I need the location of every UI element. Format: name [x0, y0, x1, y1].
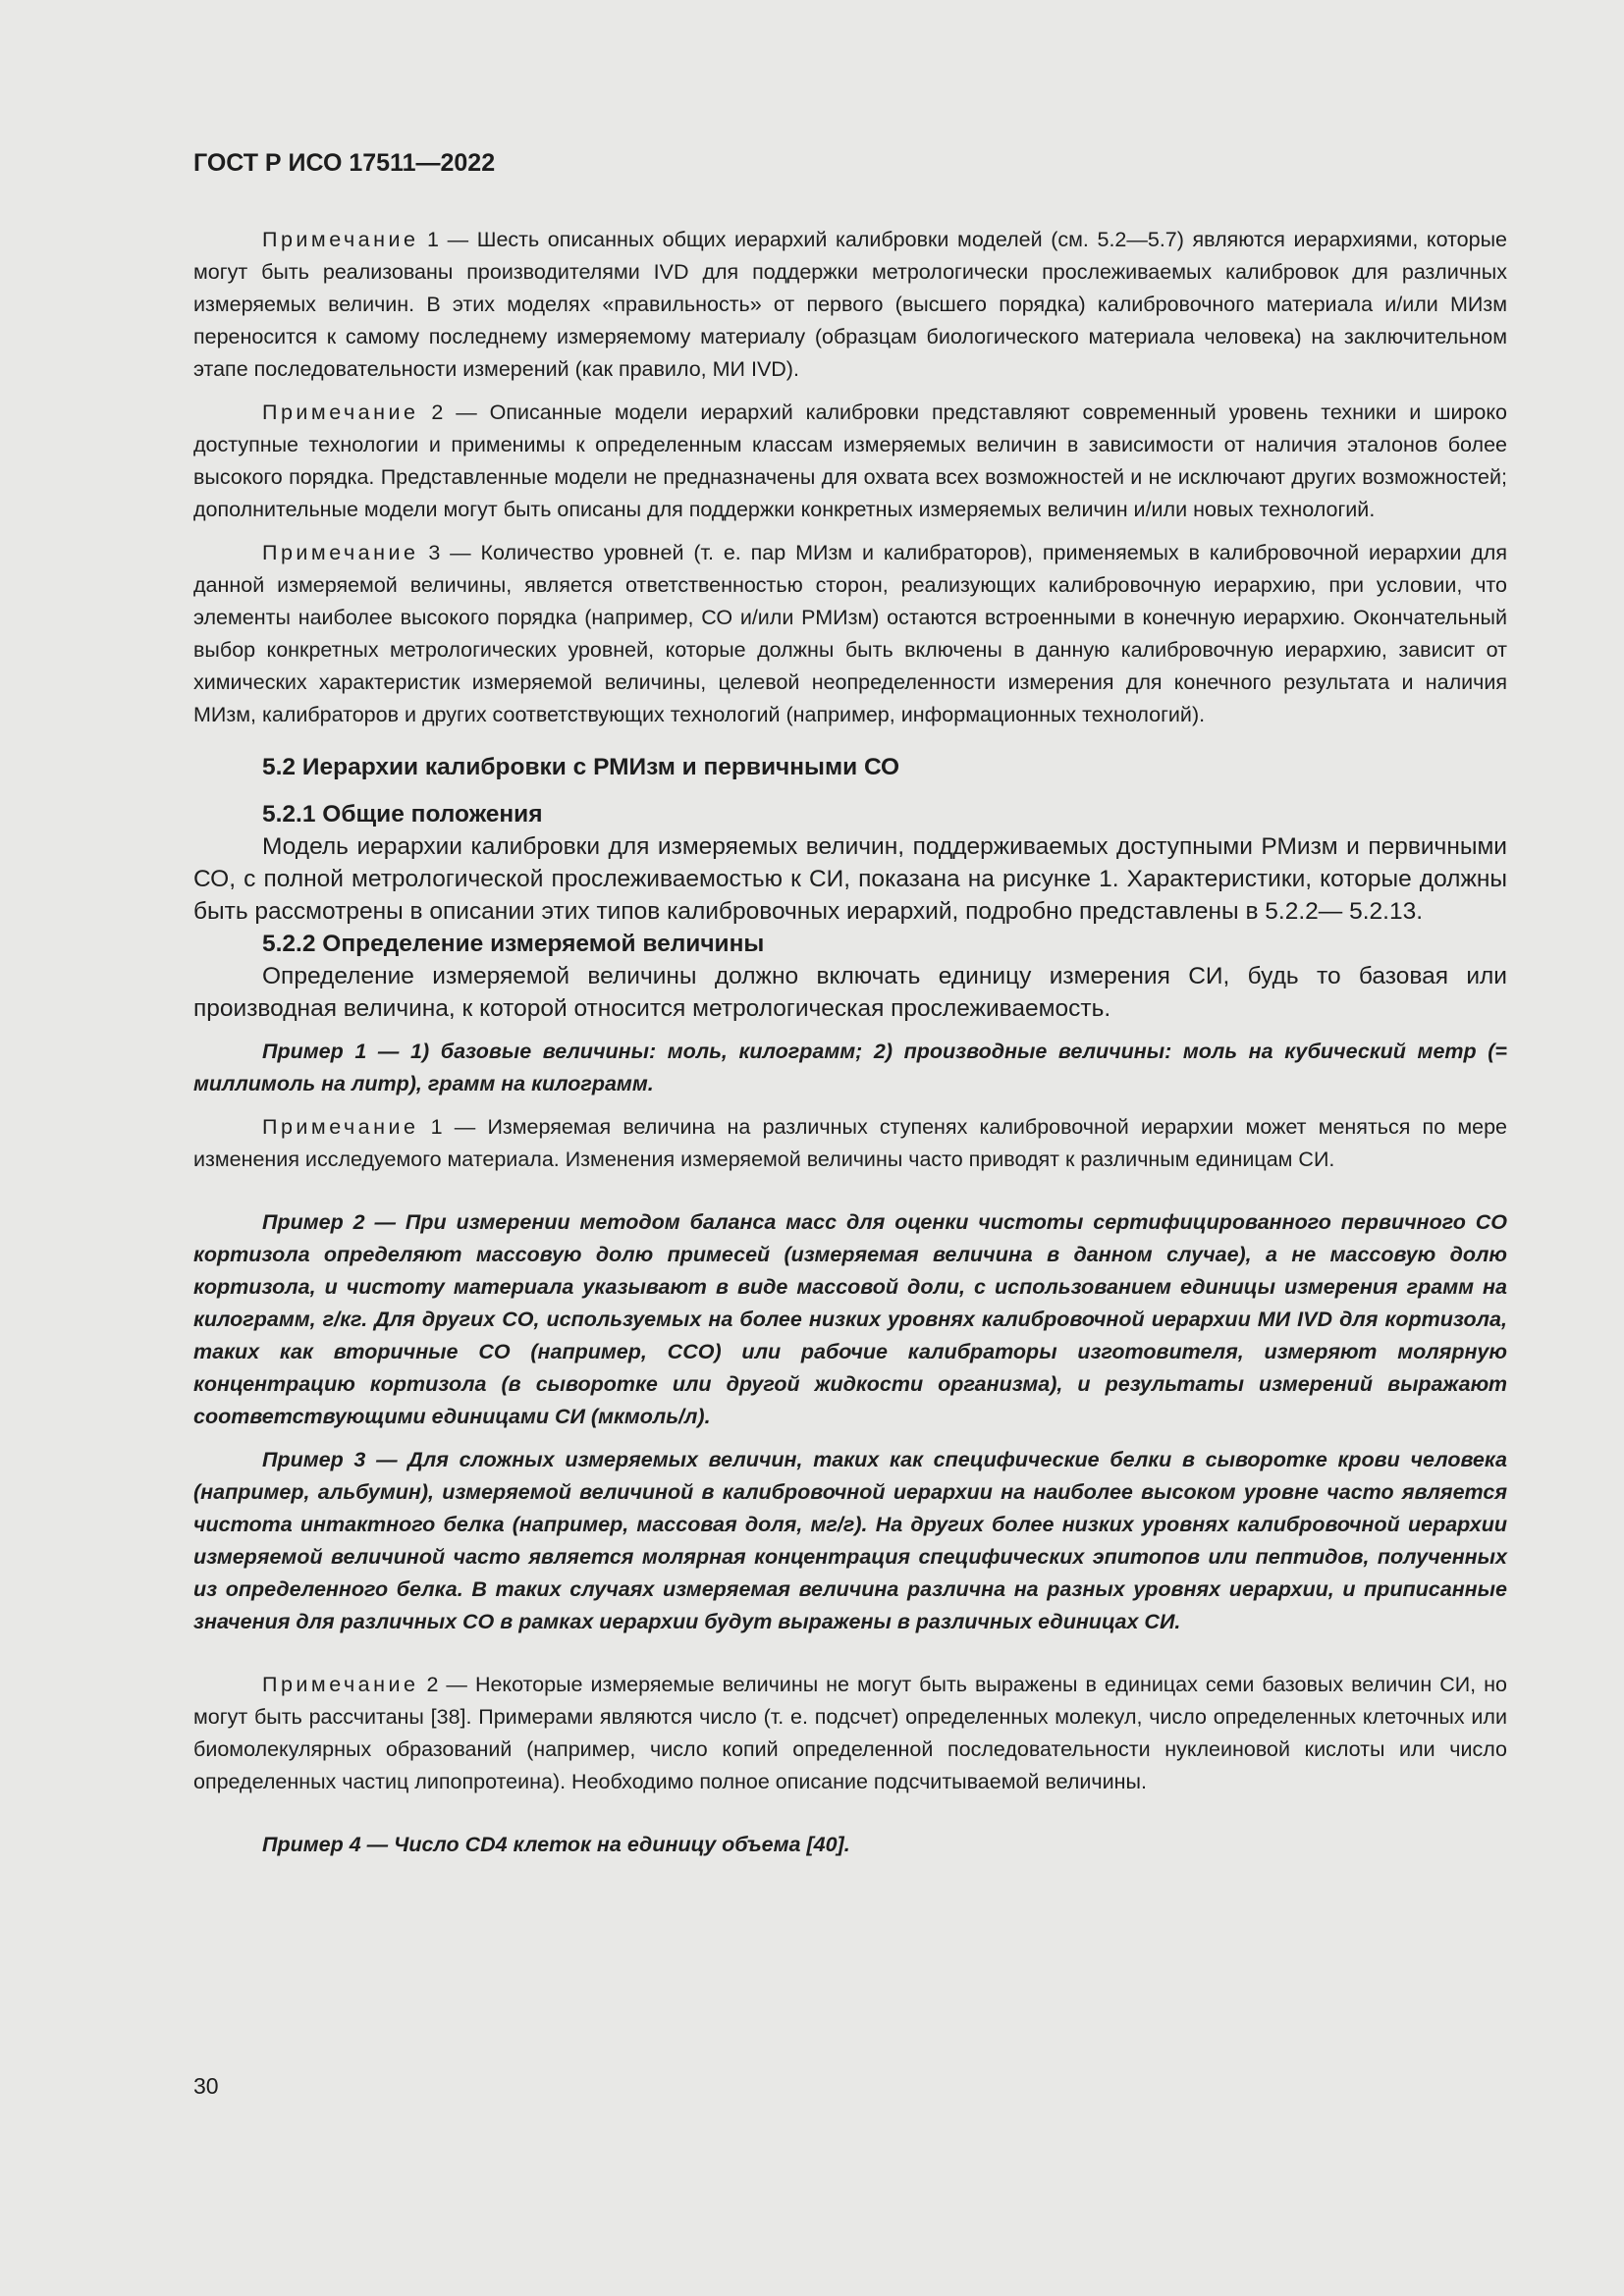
example-3: Пример 3 — Для сложных измеряемых величин, таких как специфические белки в сыворотке крови человека (например, альбумин), измеряемой величиной в калибровочной иерархии на наиболее высоком уровне часто является чистота интактного белка (например, массовая доля, мг/г). На других более низких уровнях калибровочной иерархии измеряемой величиной часто является молярная концентрация специфических эпитопов или пептидов, полученных из определенного белка. В таких случаях измеряемая величина различна на разных уровнях иерархии, и приписанные значения для различных СО в рамках иерархии будут выражены в различных единицах СИ. [193, 1448, 1507, 1633]
note-3 [193, 537, 1507, 731]
body-paragraph: Определение измеряемой величины должно включать единицу измерения СИ, будь то базовая или производная величина, к которой относится метрологическая прослеживаемость. [193, 963, 1507, 1022]
note-text: 1 — Измеряемая величина на различных ступенях калибровочной иерархии может меняться по мере изменения исследуемого материала. Изменения измеряемой величины часто приводят к различным единицам СИ. [193, 1115, 1507, 1171]
subsection-heading-5-2-1: 5.2.1 Общие положения [262, 801, 543, 828]
note-label: Примечание [262, 541, 419, 564]
page-content [193, 224, 1507, 1861]
note-1b [193, 1111, 1507, 1176]
note-2 [193, 397, 1507, 526]
note-text: 2 — Некоторые измеряемые величины не могут быть выражены в единицах семи базовых величин СИ, но могут быть рассчитаны [38]. Примерами являются число (т. е. подсчет) определенных молекул, число определенных клеточных или биомолекулярных образований (например, число копий определенной последовательности нуклеиновой кислоты или число определенных частиц липопротеина). Необходимо полное описание подсчитываемой величины. [193, 1673, 1507, 1793]
page-number: 30 [193, 2073, 219, 2099]
note-label: Примечание [262, 400, 419, 424]
note-2b [193, 1669, 1507, 1798]
note-text: 2 — Описанные модели иерархий калибровки представляют современный уровень техники и широко доступные технологии и применимы к определенным классам измеряемых величин в зависимости от наличия эталонов более высокого порядка. Представленные модели не предназначены для охвата всех возможностей и не исключают других возможностей; дополнительные модели могут быть описаны для поддержки конкретных измеряемых величин и/или новых технологий. [193, 400, 1507, 521]
body-paragraph: Модель иерархии калибровки для измеряемых величин, поддерживаемых доступными РМизм и первичными СО, с полной метрологической прослеживаемостью к СИ, показана на рисунке 1. Характеристики, которые должны быть рассмотрены в описании этих типов калибровочных иерархий, подробно представлены в 5.2.2— 5.2.13. [193, 833, 1507, 925]
note-label: Примечание [262, 1115, 419, 1139]
note-1 [193, 224, 1507, 386]
example-4: Пример 4 — Число CD4 клеток на единицу объема [40]. [262, 1833, 850, 1856]
note-label: Примечание [262, 1673, 419, 1696]
note-label: Примечание [262, 228, 419, 251]
section-heading-5-2: 5.2 Иерархии калибровки с РМИзм и первичными СО [262, 754, 900, 780]
note-text: 3 — Количество уровней (т. е. пар МИзм и калибраторов), применяемых в калибровочной иерархии для данной измеряемой величины, является ответственностью сторон, реализующих калибровочную иерархию, при условии, что элементы наиболее высокого порядка (например, СО и/или РМИзм) остаются встроенными в конечную иерархию. Окончательный выбор конкретных метрологических уровней, которые должны быть включены в данную калибровочную иерархию, зависит от химических характеристик измеряемой величины, целевой неопределенности измерения для конечного результата и наличия МИзм, калибраторов и других соответствующих технологий (например, информационных технологий). [193, 541, 1507, 726]
subsection-heading-5-2-2: 5.2.2 Определение измеряемой величины [262, 931, 765, 957]
document-header: ГОСТ Р ИСО 17511—2022 [193, 149, 496, 177]
example-2: Пример 2 — При измерении методом баланса масс для оценки чистоты сертифицированного первичного СО кортизола определяют массовую долю примесей (измеряемая величина в данном случае), а не массовую долю кортизола, и чистоту материала указывают в виде массовой доли, с использованием единицы измерения грамм на килограмм, г/кг. Для других СО, используемых на более низких уровнях калибровочной иерархии МИ IVD для кортизола, таких как вторичные СО (например, ССО) или рабочие калибраторы изготовителя, измеряют молярную концентрацию кортизола (в сыворотке или другой жидкости организма), и результаты измерений выражают соответствующими единицами СИ (мкмоль/л). [193, 1210, 1507, 1428]
example-1: Пример 1 — 1) базовые величины: моль, килограмм; 2) производные величины: моль на кубический метр (= миллимоль на литр), грамм на килограмм. [193, 1040, 1507, 1095]
note-text: 1 — Шесть описанных общих иерархий калибровки моделей (см. 5.2—5.7) являются иерархиями, которые могут быть реализованы производителями IVD для поддержки метрологически прослеживаемых калибровок для различных измеряемых величин. В этих моделях «правильность» от первого (высшего порядка) калибровочного материала и/или МИзм переносится к самому последнему измеряемому материалу (образцам биологического материала человека) на заключительном этапе последовательности измерений (как правило, МИ IVD). [193, 228, 1507, 381]
